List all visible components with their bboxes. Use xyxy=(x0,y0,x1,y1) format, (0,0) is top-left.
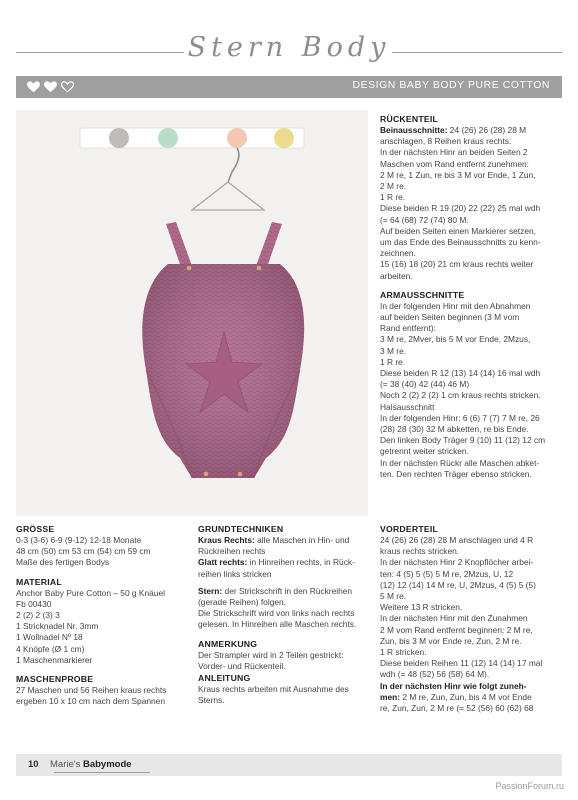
section-title-rueckenteil: RÜCKENTEIL xyxy=(380,114,438,124)
text-line: 3 M re. xyxy=(380,345,407,356)
text-line: In der nächsten Hinr an beiden Seiten 2 xyxy=(380,147,528,158)
page-footer xyxy=(16,754,562,776)
text-line: 15 (16) 18 (20) 21 cm kraus rechts weiter xyxy=(380,259,534,270)
text-line: Diese beiden Reihen 11 (12) 14 (14) 17 mal xyxy=(380,658,543,669)
text-line: Stern: der Strickschrift in den Rückreihen xyxy=(198,585,353,596)
text-line: In der folgenden Hinr: 6 (6) 7 (7) 7 M re, 26 xyxy=(380,412,540,423)
text-line: Maße des fertigen Bodys xyxy=(16,557,110,568)
text-line: Den linken Body Träger 9 (10) 11 (12) 12 cm xyxy=(380,435,546,446)
text-line: (12) 12 (14) 14 M re, U, 2Mzus, 4 (5) 5 (5) xyxy=(380,579,536,590)
text-line: re, Zun, Zun, 2 M re (= 52 (56) 60 (62) 68 xyxy=(380,703,534,714)
text-line: In der nächsten Hinr 2 Knopflöcher arbei- xyxy=(380,557,534,568)
text-line: In der nächsten Hinr mit den Zunahmen xyxy=(380,613,528,624)
text-line: zeichnen. xyxy=(380,248,416,259)
text-line: arbeiten. xyxy=(380,270,413,281)
text-line: (= 38 (40) 42 (44) 46 M) xyxy=(380,379,470,390)
text-line: Halsausschnitt xyxy=(380,401,435,412)
text-line: In der nächsten Rückr alle Maschen abket- xyxy=(380,457,540,468)
text-line: Diese beiden R 19 (20) 22 (22) 25 mal wdh xyxy=(380,203,541,214)
text-line: 24 (26) 26 (28) 28 M anschlagen und 4 R xyxy=(380,535,534,545)
rueckenteil-text xyxy=(380,125,566,282)
text-line: Glatt rechts: in Hinreihen rechts, in Rück- xyxy=(198,557,355,568)
section-title-vorderteil: VORDERTEIL xyxy=(380,524,438,534)
text-line: 2 M re, 1 Zun, re bis 3 M vor Ende, 1 Zun, xyxy=(380,169,536,180)
section-title-anmerkung: ANMERKUNG xyxy=(198,638,258,649)
column-middle xyxy=(198,523,374,706)
text-line: Rückreihen rechts xyxy=(198,546,266,557)
heart-outline-icon xyxy=(60,81,75,93)
text-line: Fb 00430 xyxy=(16,598,52,609)
text-line: kraus rechts stricken. xyxy=(380,546,460,557)
heart-filled-icon xyxy=(43,81,58,93)
text-line: Vorder- und Rückenteil. xyxy=(198,660,286,671)
text-line: Kraus rechts arbeiten mit Ausnahme des xyxy=(198,684,349,695)
text-line: auf beiden Seiten beginnen (3 M vom xyxy=(380,312,520,323)
magazine-brand: Marie's Babymode xyxy=(50,759,132,770)
title-rule-right xyxy=(392,52,562,53)
text-line: Kraus Rechts: alle Maschen in Hin- und xyxy=(198,535,350,545)
text-line: 0-3 (3-6) 6-9 (9-12) 12-18 Monate xyxy=(16,535,142,545)
text-line: (gerade Reihen) folgen. xyxy=(198,597,286,608)
text-line: 1 Stricknadel Nr. 3mm xyxy=(16,621,99,632)
text-line: 3 M re, 2Mver, bis 5 M vor Ende, 2Mzus, xyxy=(380,334,531,345)
text-line: 1 R re. xyxy=(380,356,406,367)
text-line: ten. Den rechten Träger ebenso stricken. xyxy=(380,468,532,479)
text-line: 1 Maschenmarkierer xyxy=(16,654,93,665)
text-line: 1 R re. xyxy=(380,192,406,203)
text-line: 2 M re. xyxy=(380,181,407,192)
section-title-groesse: GRÖSSE xyxy=(16,524,55,534)
text-line: 4 Knöpfe (Ø 1 cm) xyxy=(16,643,85,654)
text-line: 1 Wollnadel Nº 18 xyxy=(16,632,83,643)
section-title-material: MATERIAL xyxy=(16,576,62,587)
armausschnitte-text xyxy=(380,301,566,480)
banner-title: DESIGN BABY BODY PURE COTTON xyxy=(352,80,550,91)
product-photo xyxy=(16,110,368,516)
text-line: ergeben 10 x 10 cm nach dem Spannen xyxy=(16,696,165,707)
text-line: Diese beiden R 12 (13) 14 (14) 16 mal wdh xyxy=(380,368,541,379)
text-line: Rand entfernt): xyxy=(380,323,436,334)
section-title-anleitung: ANLEITUNG xyxy=(198,673,251,684)
baby-romper-photo xyxy=(16,110,368,516)
text-line: Beinausschnitte: 24 (26) 26 (28) 28 M xyxy=(380,125,527,135)
section-title-grundtechniken: GRUNDTECHNIKEN xyxy=(198,524,284,534)
column-right-top xyxy=(380,113,566,480)
text-line: ten: 4 (5) 5 (5) 5 M re, 2Mzus, U, 12 xyxy=(380,568,514,579)
text-line: anschlagen, 8 Reihen kraus rechts. xyxy=(380,136,512,147)
text-line: Zun, bis 3 M vor Ende re, Zun, 2 M re. xyxy=(380,635,522,646)
section-title-armausschnitte: ARMAUSSCHNITTE xyxy=(380,289,465,300)
text-line: In der nächsten Hinr wie folgt zuneh- xyxy=(380,680,527,691)
text-line: 48 cm (50) cm 53 cm (54) cm 59 cm xyxy=(16,546,151,557)
column-right-bottom xyxy=(380,523,566,714)
text-line: In der folgenden Hinr mit den Abnahmen xyxy=(380,300,531,311)
section-title-maschenprobe: MASCHENPROBE xyxy=(16,674,94,685)
text-line: Noch 2 (2) 2 (2) 1 cm kraus rechts stricken. xyxy=(380,390,541,401)
text-line: Maschen vom Rand entfernt zunehmen: xyxy=(380,158,529,169)
text-line: 2 (2) 2 (3) 3 xyxy=(16,610,60,621)
text-line: Sterns. xyxy=(198,695,225,706)
title-rule-left xyxy=(16,52,184,53)
text-line: (28) 28 (30) 32 M abketten, re bis Ende. xyxy=(380,424,529,435)
page-number: 10 xyxy=(28,759,39,770)
text-line: gelesen. In Hinreihen alle Maschen rechts. xyxy=(198,619,357,630)
text-line: Weitere 13 R stricken. xyxy=(380,602,463,613)
heart-filled-icon xyxy=(26,81,41,93)
column-left xyxy=(16,523,192,707)
text-line: um das Ende des Beinausschnitts zu kenn- xyxy=(380,237,541,248)
text-line: reihen links stricken xyxy=(198,568,272,579)
hearts-row xyxy=(26,79,75,95)
text-line: getrennt weiter stricken. xyxy=(380,446,469,457)
text-line: men: 2 M re, Zun, Zun, bis 4 M vor Ende xyxy=(380,691,532,702)
text-line: Der Strampler wird in 2 Teilen gestrickt: xyxy=(198,649,344,660)
text-line: 27 Maschen und 56 Reihen kraus rechts xyxy=(16,685,167,696)
text-line: Anchor Baby Pure Cotton – 50 g Knäuel xyxy=(16,587,165,598)
header-banner xyxy=(16,76,562,98)
text-line: (= 64 (68) 72 (74) 80 M. xyxy=(380,214,469,225)
watermark: PassionForum.ru xyxy=(495,781,564,791)
page-title: Stern Body xyxy=(187,32,391,63)
text-line: Auf beiden Seiten einen Markierer setzen, xyxy=(380,225,536,236)
text-line: 2 M vom Rand entfernt beginnen: 2 M re, xyxy=(380,624,533,635)
text-line: wdh (= 48 (52) 56 (58) 64 M). xyxy=(380,669,490,680)
footer-rule xyxy=(54,772,150,773)
text-line: Die Strickschrift wird von links nach rechts xyxy=(198,608,355,619)
text-line: 5 M re. xyxy=(380,591,407,602)
text-line: 1 R stricken. xyxy=(380,647,427,658)
